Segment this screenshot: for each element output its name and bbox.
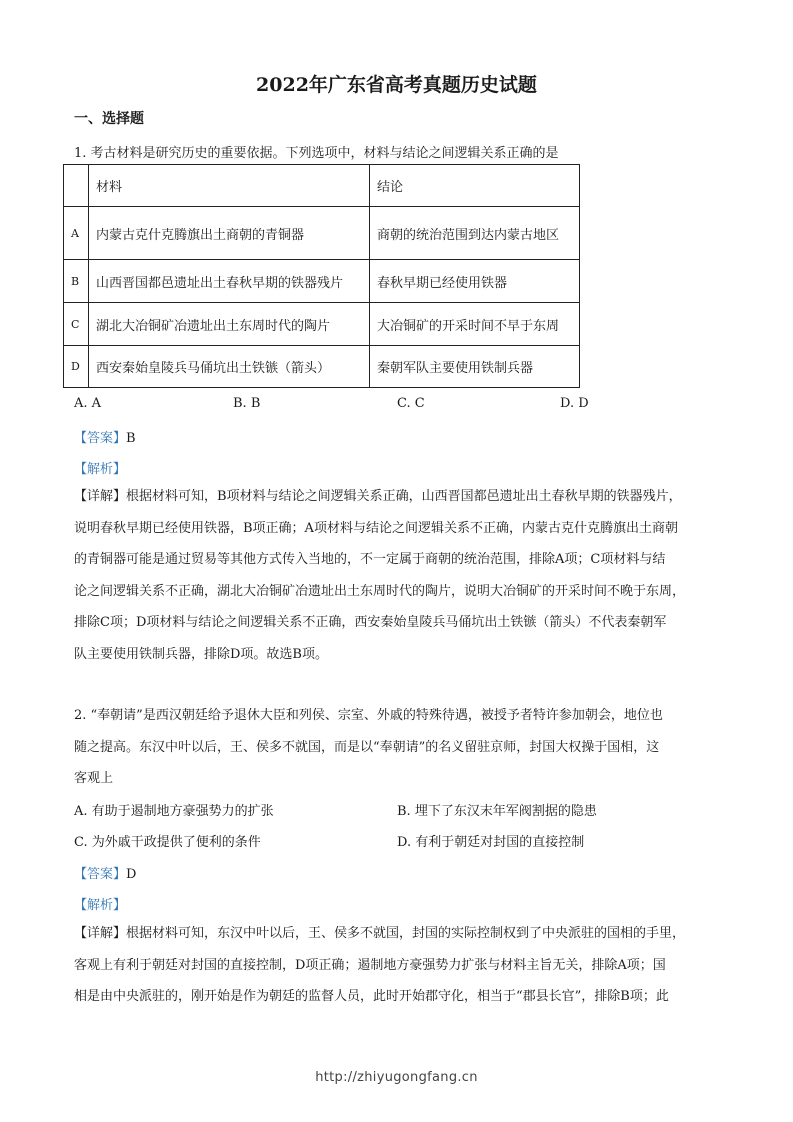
q1-option-a: A. A <box>74 396 102 411</box>
row-conclusion: 商朝的统治范围到达内蒙古地区 <box>370 207 580 260</box>
row-material: 西安秦始皇陵兵马俑坑出土铁镞（箭头） <box>89 346 370 388</box>
q1-option-b: B. B <box>233 396 261 411</box>
footer-url: http://zhiyugongfang.cn <box>315 1070 478 1085</box>
detail-line: 相是由中央派驻的，刚开始是作为朝廷的监督人员，此时开始郡守化，相当于“郡县长官”，排除B项；此 <box>74 989 669 1005</box>
q1-answer <box>74 427 136 446</box>
q1-analysis-tag: 【解析】 <box>74 462 127 477</box>
q2-option-a: A. 有助于遏制地方豪强势力的扩张 <box>74 804 274 819</box>
row-conclusion: 秦朝军队主要使用铁制兵器 <box>370 346 580 388</box>
detail-line: 【详解】根据材料可知，东汉中叶以后，王、侯多不就国，封国的实际控制权到了中央派驻的国相的手里， <box>74 926 686 941</box>
row-label: B <box>64 260 89 303</box>
table-row <box>64 303 580 346</box>
q1-detail <box>74 481 722 671</box>
stem-line: 客观上 <box>74 771 114 787</box>
table-row <box>64 346 580 388</box>
detail-line: 排除C项；D项材料与结论之间逻辑关系不正确，西安秦始皇陵兵马俑坑出土铁镞（箭头）不代表秦朝军 <box>74 615 667 631</box>
detail-line: 【详解】根据材料可知，B项材料与结论之间逻辑关系正确，山西晋国都邑遗址出土春秋早期的铁器残片， <box>74 489 682 504</box>
section-heading: 一、选择题 <box>74 111 144 127</box>
table-row <box>64 260 580 303</box>
stem-line: 随之提高。东汉中叶以后，王、侯多不就国，而是以“奉朝请”的名义留驻京师，封国大权操于国相，这 <box>74 739 660 755</box>
page-title: 2022年广东省高考真题历史试题 <box>256 74 537 96</box>
row-label: C <box>64 303 89 346</box>
detail-tag: 【详解】 <box>74 926 127 941</box>
detail-line: 队主要使用铁制兵器，排除D项。故选B项。 <box>74 646 328 662</box>
answer-tag: 【答案】 <box>74 867 127 882</box>
row-material: 山西晋国都邑遗址出土春秋早期的铁器残片 <box>89 260 370 303</box>
table-header-row <box>64 165 580 207</box>
row-label: D <box>64 346 89 388</box>
row-label: A <box>64 207 89 260</box>
q2-stem <box>74 700 722 795</box>
q1-table <box>63 164 580 388</box>
detail-line: 论之间逻辑关系不正确，湖北大冶铜矿冶遗址出土东周时代的陶片，说明大冶铜矿的开采时间不晚于东周， <box>74 583 686 599</box>
table-header-conclusion: 结论 <box>370 165 580 207</box>
detail-tag: 【详解】 <box>74 489 127 504</box>
table-cell-blank <box>64 165 89 207</box>
q2-detail <box>74 918 722 1013</box>
q1-option-c: C. C <box>397 396 425 411</box>
q2-option-c: C. 为外戚干政提供了便利的条件 <box>74 835 261 850</box>
q1-option-d: D. D <box>560 396 589 411</box>
q2-option-b: B. 埋下了东汉末年军阀割据的隐患 <box>397 804 597 819</box>
answer-value: D <box>126 867 137 882</box>
answer-value: B <box>126 431 136 446</box>
q1-stem: 1. 考古材料是研究历史的重要依据。下列选项中，材料与结论之间逻辑关系正确的是 <box>74 146 559 161</box>
detail-line: 说明春秋早期已经使用铁器，B项正确；A项材料与结论之间逻辑关系不正确，内蒙古克什克腾旗出土商朝 <box>74 520 678 536</box>
q2-analysis-tag: 【解析】 <box>74 898 127 913</box>
answer-tag: 【答案】 <box>74 431 127 446</box>
q2-answer <box>74 863 136 882</box>
row-material: 内蒙古克什克腾旗出土商朝的青铜器 <box>89 207 370 260</box>
q2-option-d: D. 有利于朝廷对封国的直接控制 <box>397 835 585 850</box>
stem-line: 2. “奉朝请”是西汉朝廷给予退休大臣和列侯、宗室、外戚的特殊待遇，被授予者特许参加朝会，地位也 <box>74 708 663 723</box>
row-material: 湖北大冶铜矿冶遗址出土东周时代的陶片 <box>89 303 370 346</box>
detail-line: 客观上有利于朝廷对封国的直接控制，D项正确；遏制地方豪强势力扩张与材料主旨无关，排除A项；国 <box>74 957 666 973</box>
table-header-material: 材料 <box>89 165 370 207</box>
row-conclusion: 春秋早期已经使用铁器 <box>370 260 580 303</box>
row-conclusion: 大冶铜矿的开采时间不早于东周 <box>370 303 580 346</box>
table-row <box>64 207 580 260</box>
detail-line: 的青铜器可能是通过贸易等其他方式传入当地的，不一定属于商朝的统治范围，排除A项；C项材料与结 <box>74 552 666 568</box>
